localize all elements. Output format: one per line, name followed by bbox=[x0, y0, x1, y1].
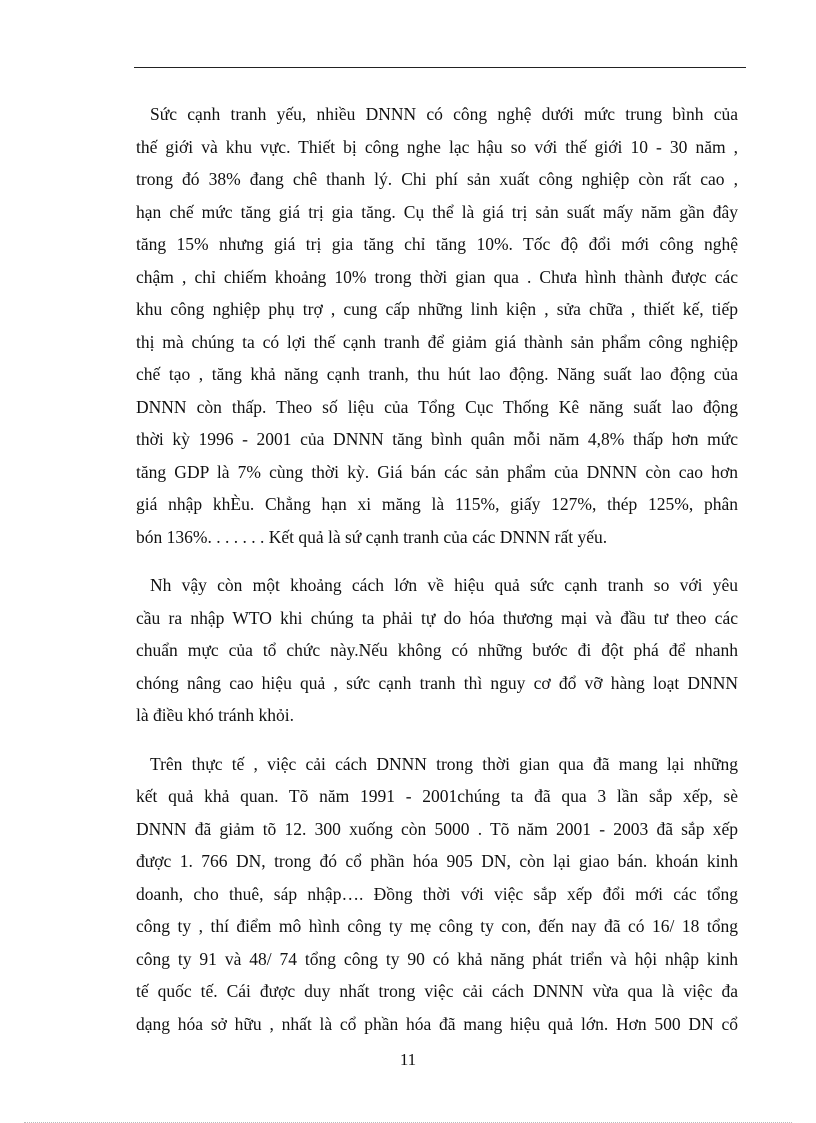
text-line: chóng nâng cao hiệu quả , sức cạnh tranh thì nguy cơ đổ vỡ hàng loạt DNNN bbox=[136, 672, 738, 693]
text-line: kết quả khả quan. Tõ năm 1991 - 2001chúng ta đã qua 3 lần sắp xếp, sè bbox=[136, 786, 738, 806]
document-body bbox=[136, 98, 738, 1056]
text-line: DNNN còn thấp. Theo số liệu của Tổng Cục Thống Kê năng suất lao động bbox=[136, 396, 738, 417]
text-line: thời kỳ 1996 - 2001 của DNNN tăng bình quân mỗi năm 4,8% thấp hơn mức bbox=[136, 429, 738, 449]
text-line: tăng GDP là 7% cùng thời kỳ. Giá bán các sản phẩm của DNNN còn cao hơn bbox=[136, 461, 738, 482]
text-line: tăng 15% nhưng giá trị gia tăng chỉ tăng 10%. Tốc độ đổi mới công nghệ bbox=[136, 234, 738, 254]
text-line: cầu ra nhập WTO khi chúng ta phải tự do hóa thương mại và đầu tư theo các bbox=[136, 607, 738, 628]
text-line: thế giới và khu vực. Thiết bị công nghe lạc hậu so với thế giới 10 - 30 năm , bbox=[136, 136, 738, 157]
text-line: bón 136%. . . . . . . Kết quả là sứ cạnh tranh của các DNNN rất yếu. bbox=[136, 526, 608, 547]
text-line: DNNN đã giảm tõ 12. 300 xuống còn 5000 . Tõ năm 2001 - 2003 đã sắp xếp bbox=[136, 818, 738, 839]
text-line: trong đó 38% đang chê thanh lý. Chi phí sản xuất công nghiệp còn rất cao , bbox=[136, 169, 738, 189]
text-line: Sức cạnh tranh yếu, nhiều DNNN có công nghệ dưới mức trung bình của bbox=[150, 104, 738, 124]
paragraph-wto-gap bbox=[136, 569, 738, 732]
text-line: hạn chế mức tăng giá trị gia tăng. Cụ thể là giá trị sản suất mấy năm gần đây bbox=[136, 201, 738, 222]
text-line: giá nhập khÈu. Chẳng hạn xi măng là 115%, giấy 127%, thép 125%, phân bbox=[136, 494, 738, 514]
text-line: chuẩn mực của tổ chức này.Nếu không có những bước đi đột phá để nhanh bbox=[136, 640, 738, 660]
paragraph-competitiveness bbox=[136, 98, 738, 553]
text-line: thị mà chúng ta có lợi thế cạnh tranh để giảm giá thành sản phẩm công nghiệp bbox=[136, 331, 738, 352]
text-line: khu công nghiệp phụ trợ , cung cấp những linh kiện , sửa chữa , thiết kế, tiếp bbox=[136, 299, 738, 319]
text-line: doanh, cho thuê, sáp nhập…. Đồng thời với việc sắp xếp đổi mới các tổng bbox=[136, 883, 738, 904]
text-line: dạng hóa sở hữu , nhất là cổ phần hóa đã mang hiệu quả lớn. Hơn 500 DN cổ bbox=[136, 1013, 738, 1034]
text-line: chậm , chỉ chiếm khoảng 10% trong thời gian qua . Chưa hình thành được các bbox=[136, 266, 738, 287]
text-line: chế tạo , tăng khả năng cạnh tranh, thu hút lao động. Năng suất lao động của bbox=[136, 364, 738, 384]
text-line: được 1. 766 DN, trong đó cổ phần hóa 905 DN, còn lại giao bán. khoán kinh bbox=[136, 851, 738, 871]
text-line: tế quốc tế. Cái được duy nhất trong việc cải cách DNNN vừa qua là việc đa bbox=[136, 981, 738, 1001]
text-line: là điều khó tránh khỏi. bbox=[136, 705, 294, 725]
text-line: công ty 91 và 48/ 74 tổng công ty 90 có khả năng phát triển và hội nhập kinh bbox=[136, 948, 738, 969]
text-line: Trên thực tế , việc cải cách DNNN trong thời gian qua đã mang lại những bbox=[150, 753, 738, 774]
text-line: công ty , thí điểm mô hình công ty mẹ công ty con, đến nay đã có 16/ 18 tổng bbox=[136, 916, 738, 936]
text-line: Nh vậy còn một khoảng cách lớn về hiệu quả sức cạnh tranh so với yêu bbox=[150, 575, 738, 595]
header-rule bbox=[134, 67, 746, 68]
page-number: 11 bbox=[399, 1050, 417, 1069]
paragraph-reform-results bbox=[136, 748, 738, 1041]
